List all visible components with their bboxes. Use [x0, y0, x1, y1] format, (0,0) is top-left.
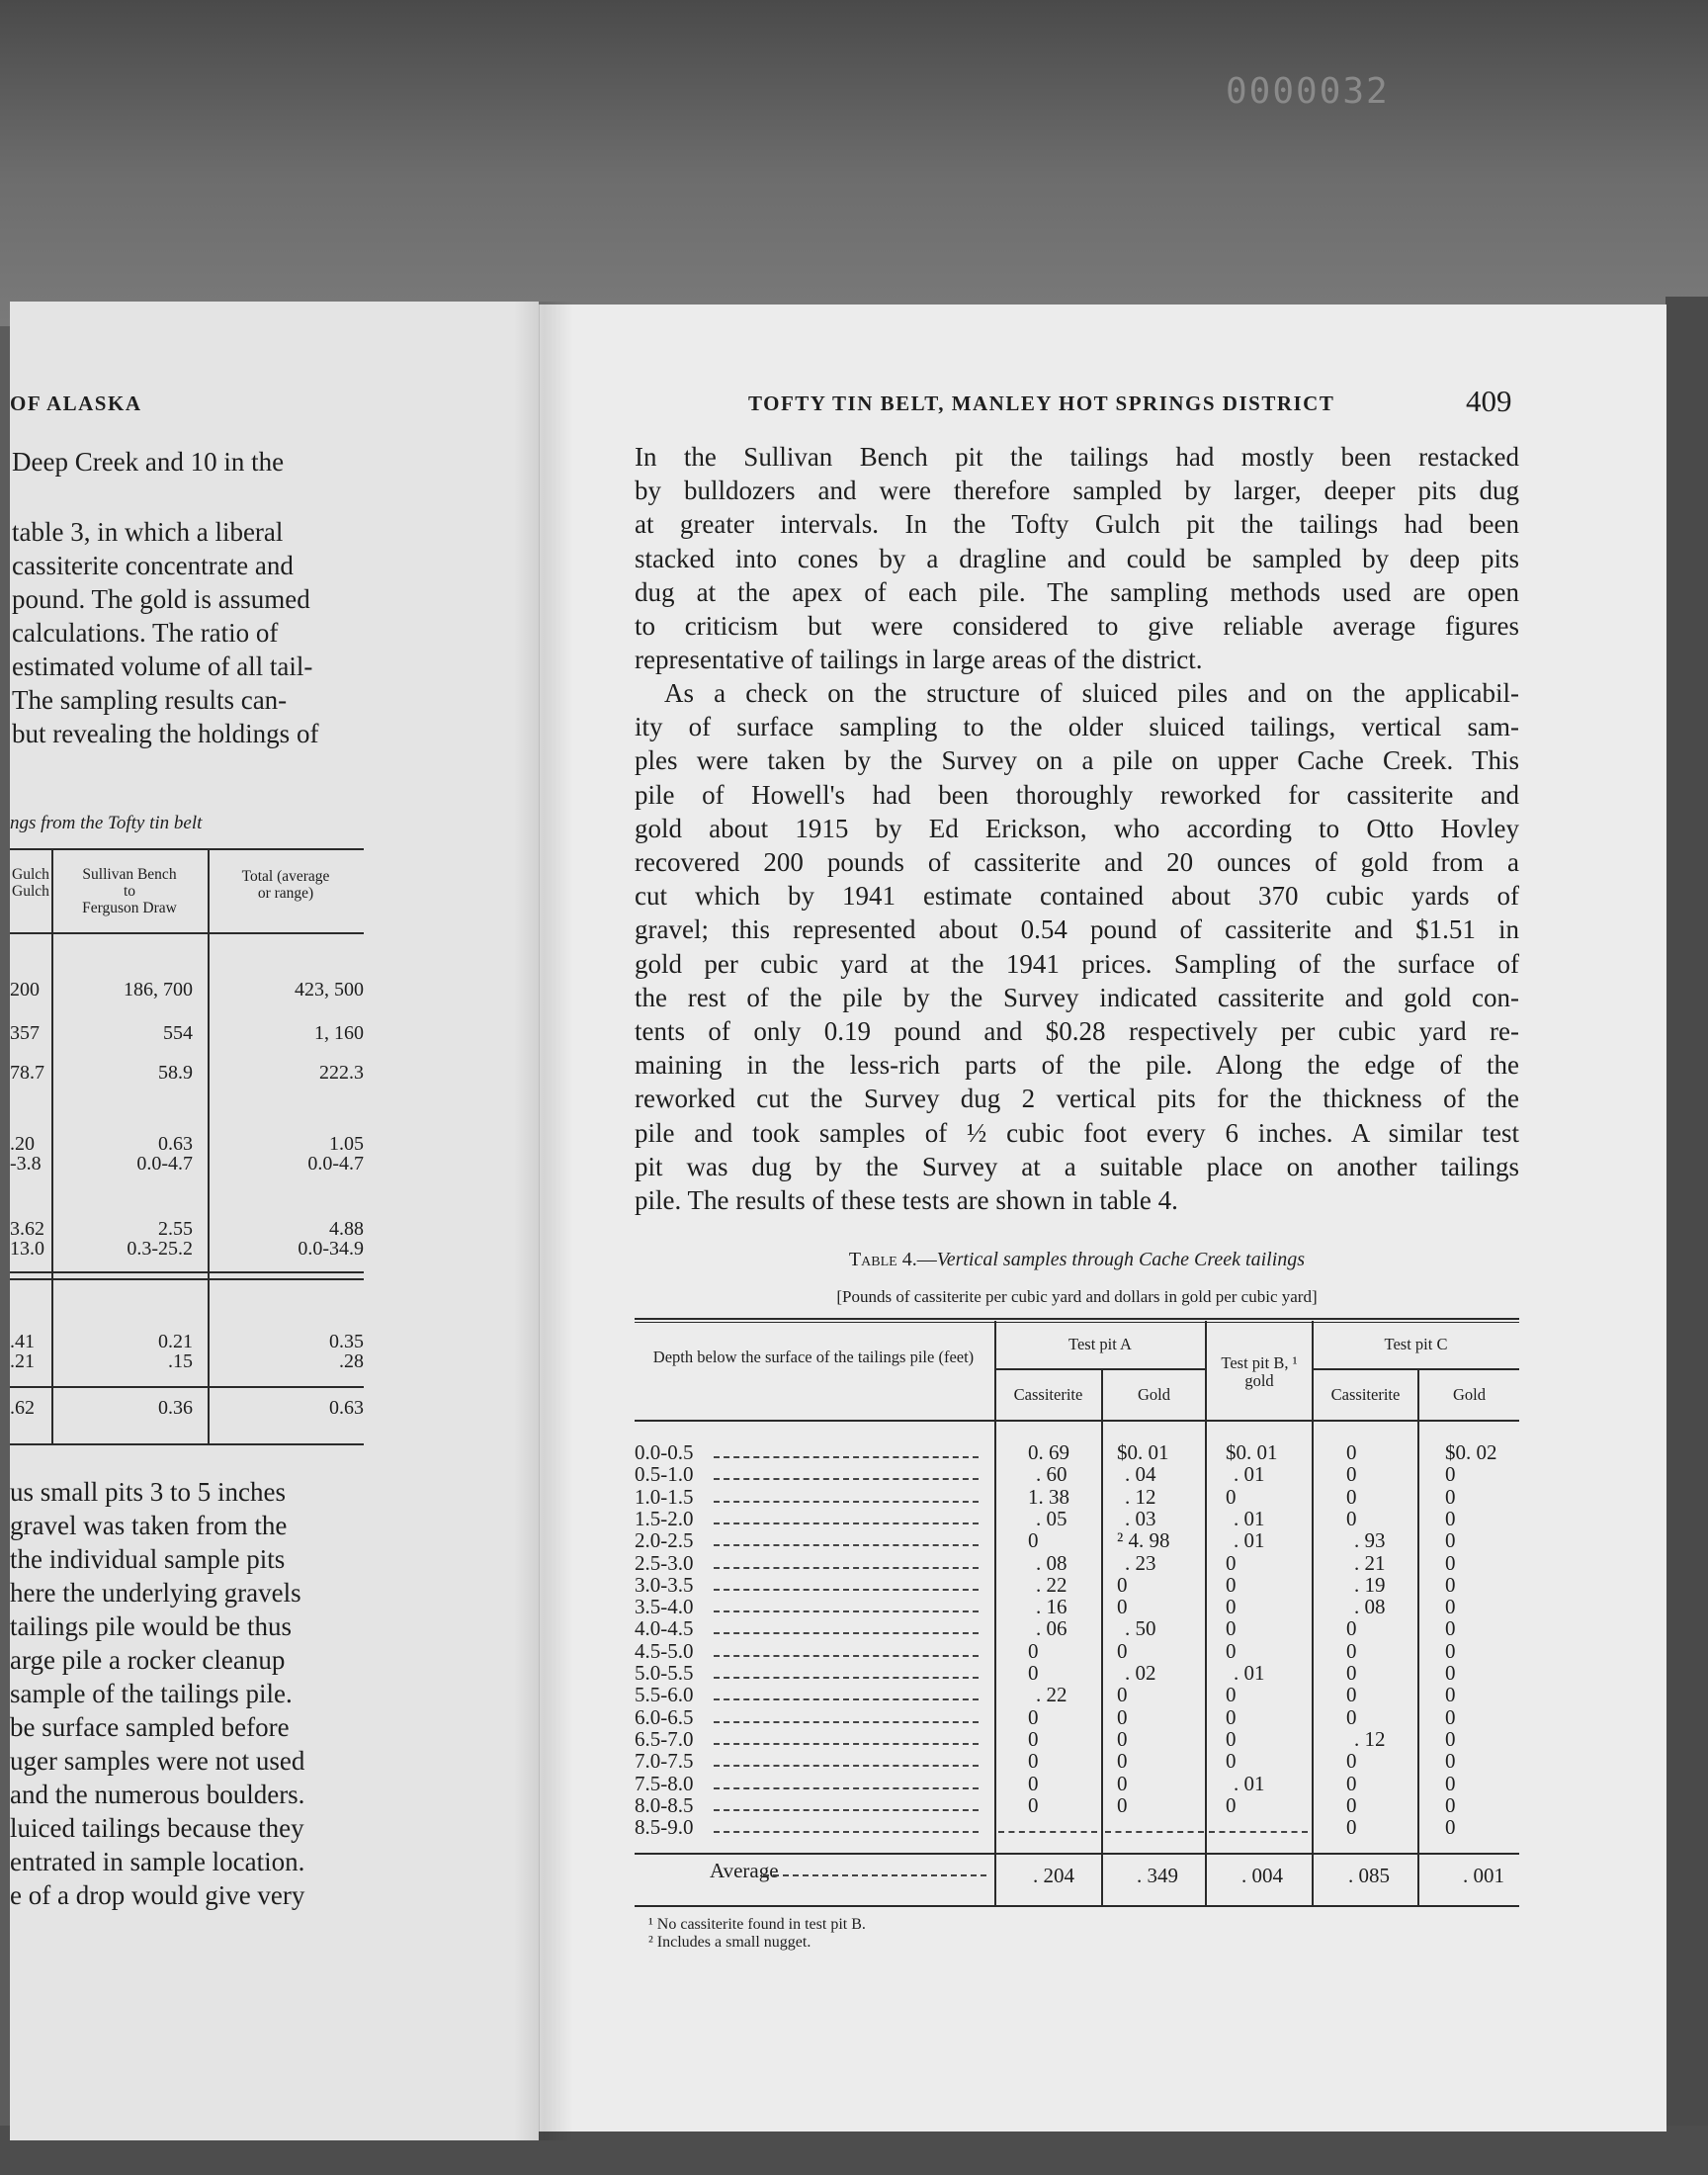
pit-b-gold-cell: 0 [1226, 1749, 1237, 1774]
pit-c-gold-cell: 0 [1445, 1572, 1456, 1597]
pit-a-cassiterite-cell-blank [998, 1831, 1097, 1833]
pit-b-gold-cell: 0 [1226, 1616, 1237, 1641]
pit-a-gold-cell: . 12 [1125, 1484, 1156, 1509]
paragraph-1-line: to criticism but were considered to give reliable average figures [635, 611, 1519, 641]
paragraph-2-line: reworked cut the Survey dug 2 vertical pits for the thickness of the [635, 1084, 1519, 1114]
pit-a-cassiterite-cell: . 22 [1036, 1683, 1068, 1707]
pit-b-gold-cell: 0 [1226, 1704, 1237, 1729]
average-a-gold: . 349 [1137, 1864, 1178, 1887]
left-text-line: but revealing the holdings of [12, 719, 319, 748]
pit-c-cassiterite-cell: 0 [1346, 1704, 1357, 1729]
table-vline-5 [1417, 1370, 1419, 1906]
pit-b-gold-cell: 0 [1226, 1638, 1237, 1663]
table-caption-title: Vertical samples through Cache Creek tailings [936, 1249, 1306, 1270]
left-text-line: the individual sample pits [10, 1544, 286, 1574]
pit-a-cassiterite-cell: 0 [1028, 1704, 1039, 1729]
depth-leader [714, 1698, 979, 1700]
pit-c-gold-cell: 0 [1445, 1616, 1456, 1641]
paragraph-2-line: gravel; this represented about 0.54 pound of cassiterite and $1.51 in [635, 914, 1519, 945]
pit-a-cassiterite-cell: . 06 [1036, 1616, 1068, 1641]
header-c-gold: Gold [1453, 1385, 1486, 1404]
pit-c-cassiterite-cell: 0 [1346, 1683, 1357, 1707]
pit-c-gold-cell: 0 [1445, 1792, 1456, 1817]
left-text-line: estimated volume of all tail- [12, 652, 313, 681]
pit-b-gold-cell: 0 [1226, 1595, 1237, 1619]
paragraph-2-line: pile. The results of these tests are shown in table 4. [635, 1185, 1178, 1215]
left-text-line: arge pile a rocker cleanup [10, 1645, 286, 1675]
left-table-cell: 1.05 [329, 1133, 364, 1155]
pit-a-cassiterite-cell: 0 [1028, 1771, 1039, 1795]
left-text-line: here the underlying gravels [10, 1578, 301, 1608]
pit-a-cassiterite-cell: 1. 38 [1028, 1484, 1069, 1509]
header-c-cassiterite: Cassiterite [1330, 1385, 1401, 1404]
header-test-pit-a: Test pit A [1068, 1335, 1132, 1353]
pit-c-cassiterite-cell: . 19 [1354, 1572, 1386, 1597]
left-text-line: pound. The gold is assumed [12, 584, 310, 614]
pit-b-gold-cell: . 01 [1234, 1528, 1265, 1553]
header-test-pit-b: Test pit B, ¹ gold [1221, 1353, 1298, 1390]
paragraph-2-line: ity of surface sampling to the older sluiced tailings, vertical sam- [635, 712, 1519, 742]
page-stamp: 0000032 [1226, 71, 1390, 112]
pit-c-gold-cell: 0 [1445, 1749, 1456, 1774]
pit-b-gold-cell: . 01 [1234, 1462, 1265, 1487]
page-number: 409 [1466, 384, 1512, 418]
depth-leader [714, 1831, 979, 1833]
paragraph-1-line: stacked into cones by a dragline and could be sampled by deep pits [635, 543, 1519, 573]
pit-a-cassiterite-cell: 0. 69 [1028, 1440, 1069, 1464]
depth-leader [714, 1677, 979, 1679]
footnote-1: ¹ No cassiterite found in test pit B. [648, 1916, 866, 1933]
depth-cell: 4.5-5.0 [635, 1638, 694, 1663]
left-text-line: table 3, in which a liberal [12, 517, 284, 547]
left-table-cell: .41 [10, 1331, 35, 1352]
pit-b-gold-cell: 0 [1226, 1792, 1237, 1817]
left-table-cell: 2.55 [158, 1218, 193, 1240]
left-text-line: Deep Creek and 10 in the [12, 447, 285, 477]
pit-c-cassiterite-cell: 0 [1346, 1484, 1357, 1509]
depth-cell: 7.5-8.0 [635, 1771, 694, 1795]
pit-b-gold-cell-blank [1209, 1831, 1308, 1833]
depth-cell: 8.5-9.0 [635, 1815, 694, 1840]
book-gutter [514, 302, 573, 2140]
pit-c-gold-cell: 0 [1445, 1484, 1456, 1509]
depth-leader [714, 1610, 979, 1612]
left-text-line: luiced tailings because they [10, 1813, 304, 1843]
left-table-cell: 78.7 [10, 1062, 44, 1084]
pit-a-gold-cell: ² 4. 98 [1117, 1528, 1170, 1553]
header-test-pit-c: Test pit C [1384, 1335, 1448, 1353]
paragraph-2-line: the rest of the pile by the Survey indicated cassiterite and gold con- [635, 982, 1519, 1012]
left-table-vline-1 [51, 850, 53, 1443]
pit-c-cassiterite-cell: 0 [1346, 1506, 1357, 1530]
pit-b-gold-cell: 0 [1226, 1572, 1237, 1597]
paragraph-1-line: In the Sullivan Bench pit the tailings had mostly been restacked [635, 442, 1519, 472]
average-label: Average [710, 1859, 779, 1882]
pit-c-gold-cell: 0 [1445, 1683, 1456, 1707]
pit-a-gold-cell: 0 [1117, 1572, 1128, 1597]
paragraph-2-line: As a check on the structure of sluiced piles and on the applicabil- [664, 678, 1519, 708]
pit-c-gold-cell: 0 [1445, 1528, 1456, 1553]
pit-a-gold-cell: 0 [1117, 1683, 1128, 1707]
pit-c-cassiterite-cell: . 12 [1354, 1726, 1386, 1751]
average-b-gold: . 004 [1241, 1864, 1283, 1887]
left-text-line: cassiterite concentrate and [12, 551, 294, 580]
pit-c-cassiterite-cell: 0 [1346, 1616, 1357, 1641]
header-a-cassiterite: Cassiterite [1013, 1385, 1083, 1404]
pit-a-gold-cell: 0 [1117, 1792, 1128, 1817]
left-table-header: Sullivan Bench to Ferguson Draw [82, 866, 177, 916]
scan-background-right [1665, 297, 1708, 2175]
pit-c-gold-cell: 0 [1445, 1815, 1456, 1840]
depth-cell: 2.0-2.5 [635, 1528, 694, 1553]
paragraph-2-line: pile and took samples of ½ cubic foot every 6 inches. A similar test [635, 1117, 1519, 1148]
left-table-cell: .21 [10, 1350, 35, 1372]
depth-cell: 6.0-6.5 [635, 1704, 694, 1729]
pit-c-gold-cell: 0 [1445, 1506, 1456, 1530]
left-text-line: gravel was taken from the [10, 1511, 288, 1540]
pit-b-gold-cell: 0 [1226, 1550, 1237, 1575]
left-table-caption: ngs from the Tofty tin belt [10, 813, 203, 833]
average-c-gold: . 001 [1463, 1864, 1504, 1887]
left-table-cell: 186, 700 [124, 979, 193, 1000]
pit-a-cassiterite-cell: 0 [1028, 1638, 1039, 1663]
depth-leader [714, 1478, 979, 1480]
table-average-rule [635, 1853, 1519, 1855]
header-a-gold: Gold [1138, 1385, 1170, 1404]
pit-b-gold-cell: 0 [1226, 1726, 1237, 1751]
pit-c-cassiterite-cell: 0 [1346, 1815, 1357, 1840]
left-table-cell: 357 [10, 1022, 40, 1044]
pitC-header-rule [1313, 1368, 1519, 1370]
pit-a-gold-cell: . 04 [1125, 1462, 1156, 1487]
running-header: TOFTY TIN BELT, MANLEY HOT SPRINGS DISTRICT [748, 392, 1335, 415]
pit-c-cassiterite-cell: 0 [1346, 1661, 1357, 1685]
left-text-line: entrated in sample location. [10, 1847, 305, 1876]
left-text-line: us small pits 3 to 5 inches [10, 1477, 286, 1507]
left-text-line: The sampling results can- [12, 685, 288, 715]
pit-a-cassiterite-cell: . 22 [1036, 1572, 1068, 1597]
header-depth: Depth below the surface of the tailings pile (feet) [652, 1348, 975, 1366]
paragraph-1-line: representative of tailings in large areas of the district. [635, 645, 1203, 675]
pit-c-gold-cell: 0 [1445, 1550, 1456, 1575]
depth-leader [714, 1522, 979, 1524]
pit-b-gold-cell: . 01 [1234, 1506, 1265, 1530]
footnote-2: ² Includes a small nugget. [648, 1934, 811, 1951]
pit-a-gold-cell: . 23 [1125, 1550, 1156, 1575]
left-table-cell: 0.35 [329, 1331, 364, 1352]
depth-cell: 0.0-0.5 [635, 1440, 694, 1464]
depth-leader [714, 1655, 979, 1657]
depth-cell: 3.0-3.5 [635, 1572, 694, 1597]
left-table-vline-2 [208, 850, 210, 1443]
left-table-cell: 0.63 [329, 1397, 364, 1419]
left-table-header: Gulch Gulch [12, 866, 49, 900]
pit-c-cassiterite-cell: 0 [1346, 1771, 1357, 1795]
pit-c-cassiterite-cell: . 08 [1354, 1595, 1386, 1619]
depth-leader [714, 1787, 979, 1789]
table-vline-3 [1205, 1321, 1207, 1906]
left-text-line: e of a drop would give very [10, 1880, 305, 1910]
left-table-cell: 0.63 [158, 1133, 193, 1155]
pit-b-gold-cell: . 01 [1234, 1771, 1265, 1795]
left-text-line: be surface sampled before [10, 1712, 290, 1742]
paragraph-2-line: gold per cubic yard at the 1941 prices. Sampling of the surface of [635, 948, 1519, 979]
depth-leader [714, 1544, 979, 1546]
depth-cell: 1.5-2.0 [635, 1506, 694, 1530]
table-vline-4 [1312, 1321, 1314, 1906]
left-table-cell: .28 [339, 1350, 364, 1372]
table-top-rule-thin [635, 1322, 1519, 1323]
depth-cell: 5.0-5.5 [635, 1661, 694, 1685]
paragraph-2-line: recovered 200 pounds of cassiterite and 20 ounces of gold from a [635, 847, 1519, 877]
left-table-cell: 1, 160 [314, 1022, 364, 1044]
pit-c-gold-cell: 0 [1445, 1638, 1456, 1663]
pit-a-cassiterite-cell: 0 [1028, 1792, 1039, 1817]
depth-leader [714, 1765, 979, 1767]
left-text-line: sample of the tailings pile. [10, 1679, 293, 1708]
left-table-cell: 222.3 [319, 1062, 364, 1084]
pit-c-cassiterite-cell: . 93 [1354, 1528, 1386, 1553]
depth-cell: 8.0-8.5 [635, 1792, 694, 1817]
pit-a-gold-cell: 0 [1117, 1771, 1128, 1795]
left-table-cell: 0.21 [158, 1331, 193, 1352]
left-table-top-rule [10, 848, 364, 850]
left-table-header-rule [10, 932, 364, 934]
left-text-line: uger samples were not used [10, 1746, 305, 1776]
left-table-avg-rule [10, 1386, 364, 1388]
left-table-cell: .15 [168, 1350, 193, 1372]
pit-b-gold-cell: . 01 [1234, 1661, 1265, 1685]
pit-a-cassiterite-cell: 0 [1028, 1726, 1039, 1751]
left-table-cell: 13.0 [10, 1238, 44, 1260]
left-text-line: calculations. The ratio of [12, 618, 279, 648]
pit-c-gold-cell: 0 [1445, 1704, 1456, 1729]
left-table-cell: 0.3-25.2 [127, 1238, 193, 1260]
pit-a-gold-cell: 0 [1117, 1749, 1128, 1774]
depth-cell: 4.0-4.5 [635, 1616, 694, 1641]
pit-a-cassiterite-cell: 0 [1028, 1528, 1039, 1553]
left-table-cell: 3.62 [10, 1218, 44, 1240]
pit-c-cassiterite-cell: 0 [1346, 1462, 1357, 1487]
left-text-line: tailings pile would be thus [10, 1611, 292, 1641]
average-c-cassiterite: . 085 [1348, 1864, 1390, 1887]
pit-a-cassiterite-cell: . 16 [1036, 1595, 1068, 1619]
pit-c-cassiterite-cell: 0 [1346, 1638, 1357, 1663]
table-vline-1 [994, 1321, 996, 1906]
paragraph-1-line: at greater intervals. In the Tofty Gulch pit the tailings had been [635, 509, 1519, 540]
table-bottom-rule [635, 1905, 1519, 1907]
left-text-line: and the numerous boulders. [10, 1780, 305, 1809]
left-table-cell: 423, 500 [295, 979, 364, 1000]
depth-cell: 2.5-3.0 [635, 1550, 694, 1575]
pitA-header-rule [995, 1368, 1205, 1370]
depth-cell: 7.0-7.5 [635, 1749, 694, 1774]
table-header-bottom-rule [635, 1420, 1519, 1422]
pit-a-cassiterite-cell: . 60 [1036, 1462, 1068, 1487]
pit-c-gold-cell: 0 [1445, 1726, 1456, 1751]
pit-a-gold-cell: 0 [1117, 1704, 1128, 1729]
pit-c-cassiterite-cell: 0 [1346, 1792, 1357, 1817]
depth-cell: 0.5-1.0 [635, 1462, 694, 1487]
left-table-cell: 200 [10, 979, 40, 1000]
left-table-double-rule-1 [10, 1271, 364, 1273]
pit-a-gold-cell: . 03 [1125, 1506, 1156, 1530]
left-table-cell: 0.0-4.7 [136, 1153, 193, 1174]
pit-b-gold-cell: 0 [1226, 1683, 1237, 1707]
left-table-cell: -3.8 [10, 1153, 42, 1174]
depth-leader [714, 1501, 979, 1503]
left-table-cell: 0.0-4.7 [307, 1153, 364, 1174]
depth-leader [714, 1632, 979, 1634]
paragraph-2-line: pile of Howell's had been thoroughly reworked for cassiterite and [635, 779, 1519, 810]
pit-c-cassiterite-cell: 0 [1346, 1749, 1357, 1774]
depth-cell: 5.5-6.0 [635, 1683, 694, 1707]
left-running-header: OF ALASKA [10, 392, 142, 415]
pit-a-gold-cell: 0 [1117, 1726, 1128, 1751]
average-a-cassiterite: . 204 [1033, 1864, 1074, 1887]
depth-cell: 1.0-1.5 [635, 1484, 694, 1509]
pit-c-cassiterite-cell: . 21 [1354, 1550, 1386, 1575]
left-table-cell: .20 [10, 1133, 35, 1155]
depth-cell: 6.5-7.0 [635, 1726, 694, 1751]
paragraph-1-line: by bulldozers and were therefore sampled by larger, deeper pits dug [635, 476, 1519, 506]
pit-a-cassiterite-cell: . 08 [1036, 1550, 1068, 1575]
pit-c-gold-cell: $0. 02 [1445, 1440, 1497, 1464]
pit-a-cassiterite-cell: 0 [1028, 1749, 1039, 1774]
pit-a-gold-cell: . 02 [1125, 1661, 1156, 1685]
paragraph-2-line: tents of only 0.19 pound and $0.28 respectively per cubic yard re- [635, 1016, 1519, 1046]
pit-a-cassiterite-cell: 0 [1028, 1661, 1039, 1685]
pit-a-gold-cell: 0 [1117, 1595, 1128, 1619]
paragraph-2-line: pit was dug by the Survey at a suitable place on another tailings [635, 1151, 1519, 1181]
table-caption [635, 1249, 1519, 1271]
pit-c-gold-cell: 0 [1445, 1462, 1456, 1487]
pit-a-gold-cell: . 50 [1125, 1616, 1156, 1641]
pit-a-gold-cell: 0 [1117, 1638, 1128, 1663]
depth-leader [714, 1589, 979, 1591]
paragraph-2-line: maining in the less-rich parts of the pile. Along the edge of the [635, 1050, 1519, 1081]
pit-c-gold-cell: 0 [1445, 1771, 1456, 1795]
table-vline-2 [1101, 1370, 1103, 1906]
pit-b-gold-cell: 0 [1226, 1484, 1237, 1509]
left-table-cell: 0.36 [158, 1397, 193, 1419]
depth-leader [714, 1721, 979, 1723]
scan-background-top [0, 0, 1708, 326]
paragraph-1-line: dug at the apex of each pile. The sampling methods used are open [635, 576, 1519, 607]
left-table-cell: .62 [10, 1397, 35, 1419]
left-table-cell: 554 [163, 1022, 193, 1044]
left-table-cell: 0.0-34.9 [298, 1238, 364, 1260]
left-table-header: Total (average or range) [241, 868, 330, 902]
pit-a-gold-cell: $0. 01 [1117, 1440, 1169, 1464]
paragraph-2-line: cut which by 1941 estimate contained about 370 cubic yards of [635, 881, 1519, 912]
pit-a-cassiterite-cell: . 05 [1036, 1506, 1068, 1530]
left-table-cell: 4.88 [329, 1218, 364, 1240]
depth-leader [714, 1809, 979, 1811]
pit-c-cassiterite-cell: 0 [1346, 1440, 1357, 1464]
pit-c-gold-cell: 0 [1445, 1661, 1456, 1685]
depth-cell: 3.5-4.0 [635, 1595, 694, 1619]
depth-leader [714, 1567, 979, 1569]
pit-c-gold-cell: 0 [1445, 1595, 1456, 1619]
depth-leader [714, 1456, 979, 1458]
average-leader [763, 1874, 986, 1876]
paragraph-2-line: gold about 1915 by Ed Erickson, who according to Otto Hovley [635, 813, 1519, 843]
left-table-cell: 58.9 [158, 1062, 193, 1084]
pit-a-gold-cell-blank [1105, 1831, 1204, 1833]
pit-b-gold-cell: $0. 01 [1226, 1440, 1278, 1464]
table-subcaption: [Pounds of cassiterite per cubic yard and dollars in gold per cubic yard] [836, 1287, 1318, 1306]
depth-leader [714, 1743, 979, 1745]
left-table-bottom-rule [10, 1443, 364, 1445]
left-table-double-rule-2 [10, 1278, 364, 1280]
paragraph-2-line: ples were taken by the Survey on a pile on upper Cache Creek. This [635, 745, 1519, 776]
table-caption-prefix: Table 4.— [848, 1249, 937, 1270]
table-top-rule [635, 1318, 1519, 1320]
